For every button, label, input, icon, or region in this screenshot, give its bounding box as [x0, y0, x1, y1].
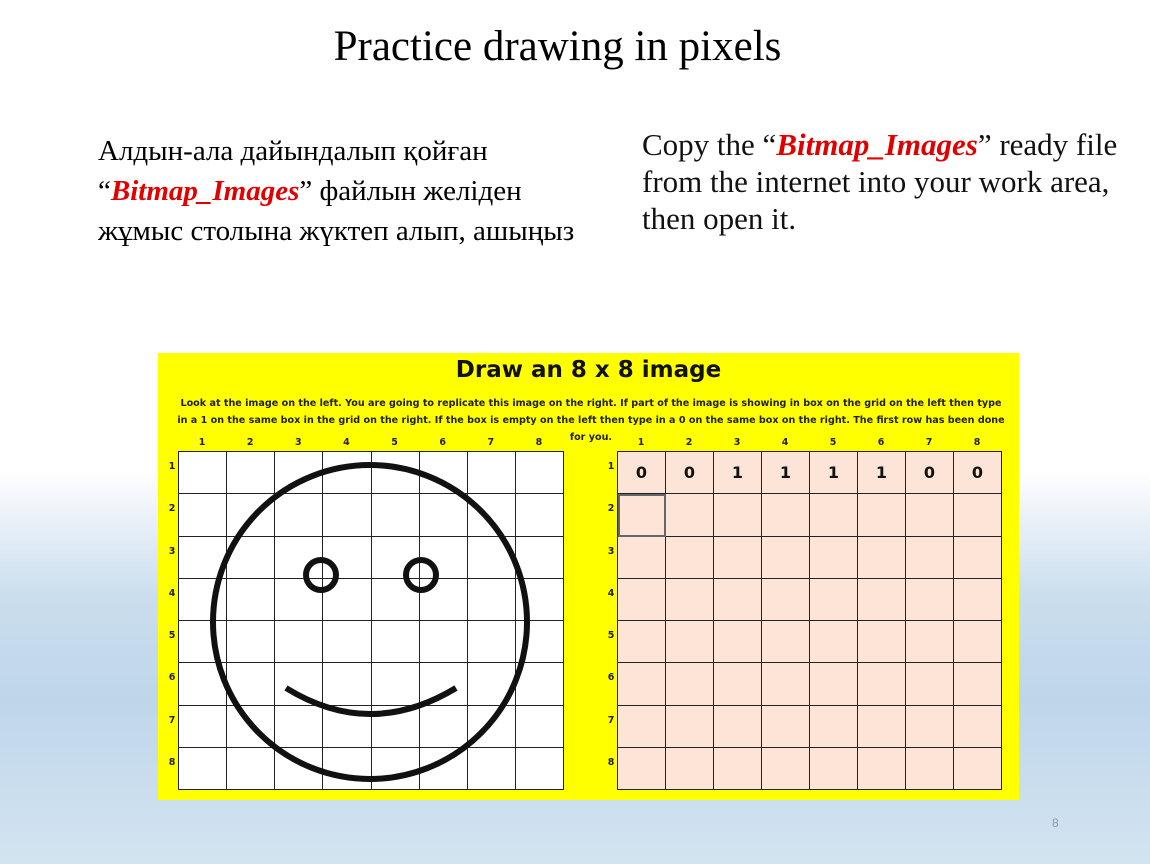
kazakh-quote-close: ” — [299, 175, 313, 207]
reference-cell — [179, 579, 227, 621]
reference-cell — [372, 537, 420, 579]
kazakh-filename: Bitmap_Images — [110, 175, 300, 207]
worksheet-instructions: Look at the image on the left. You are going to replicate this image on the right. If part of the image is showing in box on the grid on the left then type in a 1 on the same box in the grid on the right. If the box is empty on the left then type in a 0 on the same box on the right. The first row has been done for you. — [177, 398, 1005, 443]
answer-cell[interactable] — [954, 537, 1002, 579]
reference-cell — [179, 663, 227, 705]
reference-cell — [227, 663, 275, 705]
answer-cell[interactable] — [954, 621, 1002, 663]
answer-cell[interactable]: 0 — [618, 452, 666, 494]
answer-cell[interactable] — [858, 494, 906, 536]
left-row-label: 3 — [168, 545, 176, 557]
answer-cell[interactable]: 1 — [858, 452, 906, 494]
left-row-label: 5 — [168, 630, 176, 641]
answer-cell[interactable] — [810, 748, 858, 790]
reference-cell — [420, 748, 468, 790]
answer-cell[interactable] — [906, 537, 954, 579]
english-instruction — [642, 126, 1122, 237]
reference-cell — [516, 706, 564, 748]
left-row-label: 6 — [168, 672, 176, 684]
answer-cell[interactable]: 1 — [714, 452, 762, 494]
answer-cell[interactable] — [762, 748, 810, 790]
reference-cell — [516, 452, 564, 494]
reference-cell — [323, 663, 371, 705]
page-number: 8 — [1052, 816, 1059, 830]
reference-cell — [372, 621, 420, 663]
reference-cell — [179, 452, 227, 494]
reference-cell — [227, 494, 275, 536]
answer-cell[interactable]: 1 — [762, 452, 810, 494]
left-row-label: 1 — [168, 461, 176, 472]
english-after: ” ready file from the internet into your work area, then open it. — [642, 127, 1118, 236]
reference-cell — [420, 452, 468, 494]
reference-cell — [323, 452, 371, 494]
reference-cell — [227, 621, 275, 663]
answer-cell[interactable]: 0 — [666, 452, 714, 494]
answer-cell[interactable] — [762, 494, 810, 536]
reference-cell — [516, 537, 564, 579]
right-row-label: 7 — [607, 714, 615, 726]
answer-cell[interactable] — [666, 706, 714, 748]
answer-cell[interactable]: 0 — [906, 452, 954, 494]
right-row-label: 3 — [607, 545, 615, 557]
reference-cell — [323, 748, 371, 790]
right-column-label: 2 — [685, 437, 693, 448]
left-column-label: 6 — [439, 437, 446, 448]
worksheet-title: Draw an 8 x 8 image — [455, 357, 722, 383]
reference-cell — [372, 663, 420, 705]
reference-cell — [275, 663, 323, 705]
english-filename: Bitmap_Images — [776, 127, 978, 162]
reference-cell — [468, 452, 516, 494]
reference-cell — [420, 537, 468, 579]
reference-cell — [372, 452, 420, 494]
answer-cell[interactable] — [666, 494, 714, 536]
answer-cell[interactable]: 1 — [810, 452, 858, 494]
left-row-label: 7 — [168, 714, 176, 726]
right-column-label: 4 — [781, 437, 789, 448]
answer-cell[interactable] — [714, 579, 762, 621]
left-row-label: 8 — [168, 756, 176, 768]
reference-cell — [420, 663, 468, 705]
right-column-label: 6 — [877, 437, 885, 448]
answer-cell[interactable] — [666, 663, 714, 705]
left-row-label: 2 — [168, 503, 176, 515]
left-column-label: 1 — [198, 437, 206, 448]
right-column-label: 1 — [637, 437, 645, 448]
reference-cell — [372, 494, 420, 536]
reference-cell — [275, 706, 323, 748]
reference-cell — [179, 621, 227, 663]
reference-cell — [275, 579, 323, 621]
worksheet-panel — [158, 353, 1019, 800]
reference-cell — [420, 706, 468, 748]
answer-cell[interactable] — [954, 494, 1002, 536]
answer-cell[interactable] — [906, 706, 954, 748]
answer-grid[interactable] — [617, 451, 1002, 790]
answer-cell[interactable] — [618, 494, 666, 536]
reference-cell — [275, 621, 323, 663]
reference-cell — [227, 579, 275, 621]
answer-cell[interactable] — [954, 748, 1002, 790]
answer-cell[interactable] — [906, 748, 954, 790]
kazakh-rest: файлын желіден жұмыс столына жүктеп алып, ашыңыз — [98, 175, 575, 247]
answer-cell[interactable] — [618, 663, 666, 705]
left-row-label: 4 — [168, 587, 176, 599]
left-column-label: 2 — [246, 437, 254, 448]
reference-cell — [516, 494, 564, 536]
answer-cell[interactable] — [906, 494, 954, 536]
reference-cell — [227, 706, 275, 748]
right-row-label: 5 — [607, 630, 615, 641]
reference-cell — [420, 579, 468, 621]
reference-cell — [227, 452, 275, 494]
answer-cell[interactable] — [618, 579, 666, 621]
reference-cell — [179, 748, 227, 790]
reference-cell — [323, 706, 371, 748]
answer-cell[interactable] — [954, 579, 1002, 621]
answer-cell[interactable] — [762, 706, 810, 748]
answer-cell[interactable] — [858, 706, 906, 748]
answer-cell[interactable] — [858, 621, 906, 663]
left-column-label: 4 — [343, 437, 350, 448]
reference-cell — [179, 706, 227, 748]
answer-cell[interactable]: 0 — [954, 452, 1002, 494]
answer-cell[interactable] — [810, 579, 858, 621]
answer-cell[interactable] — [714, 663, 762, 705]
right-row-label: 4 — [607, 587, 615, 599]
reference-cell — [323, 621, 371, 663]
left-column-label: 7 — [487, 437, 495, 448]
answer-cell[interactable] — [954, 706, 1002, 748]
answer-cell[interactable] — [810, 494, 858, 536]
reference-cell — [275, 452, 323, 494]
answer-cell[interactable] — [666, 748, 714, 790]
answer-cell[interactable] — [714, 706, 762, 748]
answer-cell[interactable] — [858, 579, 906, 621]
answer-cell[interactable] — [810, 537, 858, 579]
answer-cell[interactable] — [762, 579, 810, 621]
reference-cell — [516, 663, 564, 705]
reference-cell — [275, 494, 323, 536]
right-column-label: 8 — [973, 437, 981, 448]
answer-cell[interactable] — [762, 537, 810, 579]
answer-cell[interactable] — [618, 748, 666, 790]
reference-cell — [468, 706, 516, 748]
left-column-label: 8 — [535, 437, 543, 448]
right-column-label: 3 — [733, 437, 741, 448]
reference-cell — [372, 706, 420, 748]
reference-cell — [275, 748, 323, 790]
reference-cell — [179, 494, 227, 536]
answer-cell[interactable] — [714, 621, 762, 663]
answer-cell[interactable] — [618, 621, 666, 663]
right-row-label: 2 — [607, 503, 615, 515]
kazakh-line1: Алдын-ала дайындалып қойған — [98, 135, 488, 167]
left-column-label: 5 — [391, 437, 398, 448]
reference-cell — [420, 621, 468, 663]
answer-cell[interactable] — [906, 663, 954, 705]
reference-cell — [468, 748, 516, 790]
kazakh-quote-open: “ — [98, 175, 111, 207]
answer-cell[interactable] — [666, 537, 714, 579]
answer-cell[interactable] — [954, 663, 1002, 705]
reference-cell — [468, 663, 516, 705]
answer-cell[interactable] — [666, 621, 714, 663]
reference-cell — [468, 494, 516, 536]
answer-cell[interactable] — [906, 621, 954, 663]
reference-cell — [468, 579, 516, 621]
answer-cell[interactable] — [762, 663, 810, 705]
answer-cell[interactable] — [906, 579, 954, 621]
answer-cell[interactable] — [810, 663, 858, 705]
answer-cell[interactable] — [810, 621, 858, 663]
kazakh-instruction — [94, 128, 592, 290]
reference-cell — [323, 494, 371, 536]
right-row-label: 8 — [607, 756, 615, 768]
left-column-label: 3 — [295, 437, 302, 448]
right-row-label: 1 — [607, 461, 615, 472]
reference-grid — [178, 451, 564, 790]
answer-cell[interactable] — [762, 621, 810, 663]
reference-cell — [227, 748, 275, 790]
answer-cell[interactable] — [666, 579, 714, 621]
answer-cell[interactable] — [858, 537, 906, 579]
answer-cell[interactable] — [858, 663, 906, 705]
right-column-label: 7 — [925, 437, 933, 448]
answer-cell[interactable] — [714, 537, 762, 579]
reference-cell — [227, 537, 275, 579]
answer-cell[interactable] — [618, 537, 666, 579]
answer-cell[interactable] — [858, 748, 906, 790]
slide-title: Practice drawing in pixels — [333, 23, 782, 70]
right-row-label: 6 — [607, 672, 615, 684]
answer-cell[interactable] — [618, 706, 666, 748]
reference-cell — [323, 537, 371, 579]
reference-cell — [468, 621, 516, 663]
reference-cell — [420, 494, 468, 536]
answer-cell[interactable] — [714, 748, 762, 790]
reference-cell — [516, 621, 564, 663]
reference-cell — [275, 537, 323, 579]
reference-cell — [516, 579, 564, 621]
reference-cell — [516, 748, 564, 790]
english-before: Copy the “ — [642, 127, 777, 162]
reference-cell — [323, 579, 371, 621]
answer-cell[interactable] — [810, 706, 858, 748]
reference-cell — [372, 579, 420, 621]
reference-cell — [372, 748, 420, 790]
answer-cell[interactable] — [714, 494, 762, 536]
reference-cell — [468, 537, 516, 579]
reference-cell — [179, 537, 227, 579]
right-column-label: 5 — [829, 437, 837, 448]
